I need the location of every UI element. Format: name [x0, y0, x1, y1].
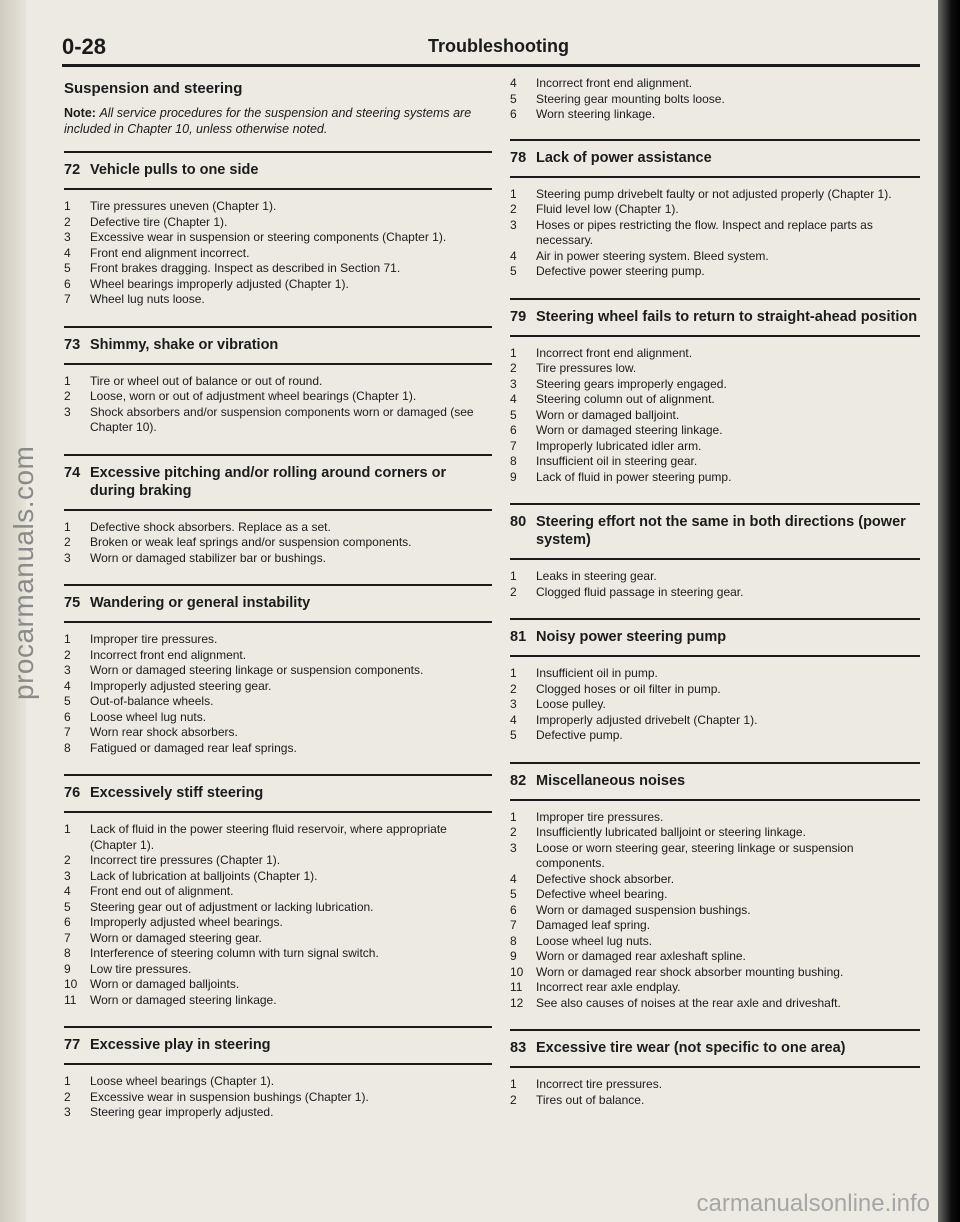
list-item — [64, 1105, 492, 1121]
continued-items — [510, 76, 920, 123]
item-number: 1 — [510, 345, 517, 360]
section-title: Steering wheel fails to return to straight-ahead position — [536, 308, 918, 325]
item-text: Leaks in steering gear. — [536, 569, 657, 583]
item-number: 7 — [64, 930, 71, 945]
item-text: Lack of lubrication at balljoints (Chapter 1). — [90, 868, 318, 883]
list-item — [64, 962, 492, 978]
item-text: Incorrect rear axle endplay. — [536, 980, 681, 994]
item-text: Tire or wheel out of balance or out of round. — [90, 373, 323, 388]
list-item — [64, 389, 492, 405]
list-item — [510, 825, 920, 841]
item-text: Incorrect front end alignment. — [536, 345, 693, 360]
item-text: Improperly adjusted drivebelt (Chapter 1). — [536, 712, 758, 727]
intro-note — [64, 105, 492, 137]
list-item — [64, 277, 492, 293]
item-text: See also causes of noises at the rear axle and driveshaft. — [536, 995, 841, 1010]
list-item — [510, 1077, 920, 1093]
list-item — [64, 884, 492, 900]
page-title: Troubleshooting — [428, 36, 569, 56]
section-73 — [64, 326, 492, 436]
list-item — [510, 377, 920, 393]
item-list — [64, 199, 492, 308]
item-text: Worn or damaged rear axleshaft spline. — [536, 949, 746, 963]
list-item — [510, 918, 920, 934]
list-item — [510, 666, 920, 682]
item-text: Insufficiently lubricated balljoint or steering linkage. — [536, 825, 806, 839]
list-item — [510, 965, 920, 981]
section-title: Excessive pitching and/or rolling around corners or during braking — [90, 464, 447, 499]
item-number: 4 — [64, 884, 71, 898]
item-number: 10 — [510, 964, 524, 979]
section-title: Excessive tire wear (not specific to one area) — [536, 1040, 846, 1056]
item-text: Excessive wear in suspension bushings (Chapter 1). — [90, 1089, 369, 1104]
item-text: Steering pump drivebelt faulty or not adjusted properly (Chapter 1). — [536, 186, 892, 201]
item-text: Front brakes dragging. Inspect as described in Section 71. — [90, 261, 401, 275]
item-text: Worn steering linkage. — [536, 107, 656, 121]
item-list — [64, 374, 492, 436]
item-text: Defective shock absorbers. Replace as a set. — [90, 519, 331, 534]
section-78 — [510, 139, 920, 280]
item-text: Wheel bearings improperly adjusted (Chapter 1). — [90, 276, 349, 291]
item-text: Improperly lubricated idler arm. — [536, 438, 702, 453]
item-number: 1 — [510, 569, 517, 583]
item-text: Lack of fluid in power steering pump. — [536, 469, 732, 484]
section-80 — [510, 503, 920, 600]
item-text: Steering gear out of adjustment or lacking lubrication. — [90, 899, 374, 914]
chapter-heading: Suspension and steering — [64, 80, 243, 97]
list-item — [64, 292, 492, 308]
item-number: 5 — [64, 899, 71, 914]
item-text: Lack of fluid in the power steering fluid reservoir, where appropriate (Chapter 1). — [90, 822, 447, 852]
list-item — [510, 887, 920, 903]
list-item — [510, 470, 920, 486]
list-item — [64, 663, 492, 679]
list-item — [64, 915, 492, 931]
list-item — [510, 728, 920, 744]
item-text: Tire pressures low. — [536, 361, 637, 375]
section-number: 82 — [510, 772, 527, 789]
section-heading — [64, 584, 492, 623]
item-list — [64, 632, 492, 756]
list-item — [64, 679, 492, 695]
list-item — [510, 682, 920, 698]
item-text: Defective tire (Chapter 1). — [90, 214, 228, 229]
item-number: 5 — [510, 264, 517, 278]
left-column — [64, 76, 492, 1139]
list-item — [64, 853, 492, 869]
item-number: 2 — [64, 1089, 71, 1104]
item-number: 9 — [510, 469, 517, 484]
item-number: 3 — [510, 697, 517, 711]
list-item — [510, 76, 920, 92]
item-text: Worn or damaged steering linkage. — [536, 423, 723, 437]
item-number: 12 — [510, 995, 524, 1010]
section-heading — [64, 1026, 492, 1065]
section-number: 80 — [510, 514, 527, 530]
item-number: 4 — [510, 712, 517, 727]
item-text: Incorrect tire pressures. — [536, 1077, 663, 1091]
item-number: 9 — [510, 949, 517, 963]
list-item — [64, 741, 492, 757]
item-number: 8 — [64, 946, 71, 960]
item-number: 6 — [510, 107, 517, 121]
list-item — [64, 869, 492, 885]
item-text: Defective power steering pump. — [536, 264, 705, 278]
list-item — [510, 980, 920, 996]
item-number: 11 — [64, 992, 77, 1007]
list-item — [510, 423, 920, 439]
section-heading — [64, 454, 492, 511]
list-item — [64, 725, 492, 741]
list-item — [64, 535, 492, 551]
section-79 — [510, 298, 920, 486]
section-83 — [510, 1029, 920, 1108]
item-number: 5 — [510, 728, 517, 742]
item-text: Loose wheel bearings (Chapter 1). — [90, 1074, 275, 1088]
section-number: 78 — [510, 149, 527, 166]
item-number: 3 — [510, 376, 517, 391]
item-number: 7 — [64, 292, 71, 306]
item-list — [510, 569, 920, 600]
item-text: Steering gears improperly engaged. — [536, 376, 727, 391]
list-item — [510, 202, 920, 218]
list-item — [510, 934, 920, 950]
item-number: 2 — [510, 681, 517, 696]
item-list — [510, 187, 920, 280]
section-number: 81 — [510, 629, 527, 645]
side-watermark: procarmanuals.com — [8, 445, 39, 700]
list-item — [510, 569, 920, 585]
list-item — [510, 454, 920, 470]
item-text: Worn or damaged balljoint. — [536, 407, 680, 422]
item-number: 8 — [64, 740, 71, 755]
header-rule — [62, 64, 920, 67]
right-section-list — [510, 139, 920, 1109]
item-number: 2 — [64, 647, 71, 662]
item-number: 1 — [64, 199, 71, 213]
item-text: Worn or damaged rear shock absorber mounting bushing. — [536, 964, 844, 979]
section-title: Shimmy, shake or vibration — [90, 336, 279, 353]
item-number: 7 — [64, 725, 71, 739]
section-heading — [510, 139, 920, 178]
item-number: 3 — [64, 550, 71, 565]
item-text: Worn or damaged steering linkage or suspension components. — [90, 663, 424, 677]
item-text: Worn or damaged steering linkage. — [90, 992, 277, 1007]
list-item — [64, 710, 492, 726]
item-number: 2 — [510, 202, 517, 216]
list-item — [64, 261, 492, 277]
section-title: Excessive play in steering — [90, 1037, 271, 1053]
list-item — [64, 900, 492, 916]
item-text: Air in power steering system. Bleed system. — [536, 248, 769, 263]
section-number: 74 — [64, 464, 81, 481]
section-heading — [64, 774, 492, 813]
item-number: 6 — [64, 276, 71, 291]
list-item — [64, 931, 492, 947]
item-number: 4 — [510, 248, 517, 263]
list-item — [64, 648, 492, 664]
section-number: 72 — [64, 162, 81, 178]
list-item — [510, 697, 920, 713]
section-heading — [64, 151, 492, 190]
item-number: 1 — [64, 1074, 71, 1088]
item-text: Out-of-balance wheels. — [90, 694, 214, 708]
section-title: Miscellaneous noises — [536, 772, 686, 789]
item-number: 6 — [510, 423, 517, 437]
list-item — [510, 439, 920, 455]
item-text: Fluid level low (Chapter 1). — [536, 202, 679, 216]
item-text: Fatigued or damaged rear leaf springs. — [90, 740, 297, 755]
section-heading — [64, 326, 492, 365]
item-number: 2 — [64, 389, 71, 403]
item-text: Clogged hoses or oil filter in pump. — [536, 681, 721, 696]
item-number: 4 — [64, 245, 71, 260]
list-item — [64, 551, 492, 567]
left-section-list — [64, 151, 492, 1121]
list-item — [510, 187, 920, 203]
item-number: 8 — [510, 454, 517, 468]
item-number: 1 — [64, 822, 71, 836]
section-72 — [64, 151, 492, 308]
list-item — [510, 841, 920, 872]
item-number: 2 — [64, 535, 71, 549]
item-number: 6 — [510, 902, 517, 917]
item-text: Shock absorbers and/or suspension components worn or damaged (see Chapter 10). — [90, 404, 474, 434]
section-title: Noisy power steering pump — [536, 629, 727, 645]
section-heading — [510, 762, 920, 801]
item-number: 5 — [510, 91, 517, 106]
item-text: Excessive wear in suspension or steering components (Chapter 1). — [90, 230, 447, 244]
item-text: Loose wheel lug nuts. — [536, 933, 653, 948]
item-number: 1 — [64, 373, 71, 388]
item-text: Loose wheel lug nuts. — [90, 709, 207, 724]
item-text: Hoses or pipes restricting the flow. Inspect and replace parts as necessary. — [536, 217, 873, 247]
list-item — [64, 977, 492, 993]
item-text: Broken or weak leaf springs and/or suspension components. — [90, 535, 412, 549]
section-heading — [510, 1029, 920, 1068]
section-number: 73 — [64, 336, 81, 353]
item-number: 1 — [510, 809, 517, 824]
section-title: Wandering or general instability — [90, 595, 311, 611]
item-text: Worn or damaged stabilizer bar or bushings. — [90, 550, 326, 565]
item-number: 4 — [64, 678, 71, 693]
item-text: Improper tire pressures. — [90, 632, 218, 646]
item-number: 2 — [510, 361, 517, 375]
item-text: Damaged leaf spring. — [536, 918, 651, 932]
section-number: 75 — [64, 595, 81, 611]
item-text: Front end out of alignment. — [90, 884, 234, 898]
item-list — [510, 346, 920, 486]
item-number: 5 — [510, 407, 517, 422]
item-number: 1 — [64, 519, 71, 534]
item-text: Wheel lug nuts loose. — [90, 292, 205, 306]
item-number: 4 — [510, 76, 517, 90]
list-item — [64, 946, 492, 962]
item-number: 2 — [64, 214, 71, 229]
list-item — [510, 713, 920, 729]
list-item — [510, 903, 920, 919]
section-title: Lack of power assistance — [536, 149, 712, 166]
item-number: 1 — [510, 1077, 517, 1091]
list-item — [510, 107, 920, 123]
item-text: Steering gear improperly adjusted. — [90, 1105, 274, 1119]
item-text: Defective pump. — [536, 728, 623, 742]
list-item — [510, 872, 920, 888]
section-heading — [510, 298, 920, 337]
list-item — [64, 1090, 492, 1106]
item-text: Interference of steering column with turn signal switch. — [90, 946, 379, 960]
list-item — [510, 249, 920, 265]
item-number: 6 — [64, 915, 71, 929]
item-number: 11 — [510, 980, 523, 994]
item-number: 3 — [510, 217, 517, 232]
page-header — [62, 34, 920, 64]
item-list — [510, 666, 920, 744]
item-number: 10 — [64, 977, 78, 991]
item-text: Worn rear shock absorbers. — [90, 725, 238, 739]
section-74 — [64, 454, 492, 567]
item-number: 9 — [64, 961, 71, 976]
item-text: Tires out of balance. — [536, 1092, 645, 1107]
item-text: Worn or damaged steering gear. — [90, 930, 262, 945]
list-item — [510, 264, 920, 280]
section-heading — [510, 503, 920, 560]
item-text: Tire pressures uneven (Chapter 1). — [90, 199, 277, 213]
list-item — [64, 215, 492, 231]
item-number: 5 — [64, 261, 71, 275]
item-list — [64, 822, 492, 1008]
list-item — [64, 993, 492, 1009]
list-item — [64, 520, 492, 536]
item-list — [510, 1077, 920, 1108]
list-item — [510, 408, 920, 424]
list-item — [510, 346, 920, 362]
section-number: 83 — [510, 1040, 527, 1056]
item-number: 8 — [510, 933, 517, 948]
item-text: Incorrect front end alignment. — [536, 76, 693, 90]
list-item — [64, 405, 492, 436]
list-item — [64, 694, 492, 710]
section-82 — [510, 762, 920, 1012]
item-number: 3 — [510, 840, 517, 855]
item-number: 2 — [510, 825, 517, 839]
item-text: Defective wheel bearing. — [536, 887, 668, 901]
item-list — [510, 810, 920, 1012]
list-item — [510, 996, 920, 1012]
item-number: 6 — [64, 709, 71, 724]
list-item — [510, 585, 920, 601]
list-item — [510, 810, 920, 826]
list-item — [64, 246, 492, 262]
item-text: Steering column out of alignment. — [536, 392, 715, 406]
item-number: 3 — [64, 663, 71, 677]
section-heading — [510, 618, 920, 657]
section-number: 79 — [510, 308, 527, 325]
item-text: Incorrect front end alignment. — [90, 647, 247, 662]
item-number: 5 — [64, 694, 71, 708]
item-text: Loose or worn steering gear, steering linkage or suspension components. — [536, 840, 854, 870]
item-number: 3 — [64, 868, 71, 883]
item-number: 1 — [510, 186, 517, 201]
item-text: Insufficient oil in pump. — [536, 666, 658, 680]
item-number: 3 — [64, 230, 71, 244]
item-number: 2 — [510, 584, 517, 599]
section-title: Steering effort not the same in both directions (power system) — [536, 514, 906, 548]
note-text: All service procedures for the suspension and steering systems are included in Chapter 10, unless otherwise noted. — [64, 106, 472, 136]
item-text: Improper tire pressures. — [536, 809, 664, 824]
item-text: Improperly adjusted steering gear. — [90, 678, 272, 693]
item-number: 1 — [510, 666, 517, 680]
list-item — [510, 392, 920, 408]
item-number: 7 — [510, 438, 517, 453]
section-75 — [64, 584, 492, 756]
item-text: Steering gear mounting bolts loose. — [536, 91, 725, 106]
list-item — [510, 1093, 920, 1109]
item-number: 3 — [64, 1105, 71, 1119]
section-title: Excessively stiff steering — [90, 785, 264, 801]
item-number: 2 — [64, 853, 71, 867]
list-item — [510, 949, 920, 965]
item-number: 3 — [64, 404, 71, 419]
item-text: Worn or damaged suspension bushings. — [536, 902, 751, 917]
item-number: 4 — [510, 392, 517, 406]
item-text: Front end alignment incorrect. — [90, 245, 250, 260]
note-label: Note: — [64, 106, 96, 120]
section-76 — [64, 774, 492, 1008]
item-list — [64, 1074, 492, 1121]
list-item — [510, 218, 920, 249]
right-column — [510, 76, 920, 1126]
item-text: Loose, worn or out of adjustment wheel bearings (Chapter 1). — [90, 389, 417, 403]
section-81 — [510, 618, 920, 744]
item-number: 5 — [510, 887, 517, 901]
item-text: Improperly adjusted wheel bearings. — [90, 915, 283, 929]
item-number: 7 — [510, 918, 517, 932]
item-text: Insufficient oil in steering gear. — [536, 454, 698, 468]
list-item — [510, 92, 920, 108]
list-item — [510, 361, 920, 377]
item-text: Clogged fluid passage in steering gear. — [536, 584, 744, 599]
item-text: Loose pulley. — [536, 697, 606, 711]
bottom-watermark: carmanualsonline.info — [696, 1190, 930, 1217]
item-text: Incorrect tire pressures (Chapter 1). — [90, 853, 281, 867]
section-77 — [64, 1026, 492, 1121]
section-number: 76 — [64, 785, 81, 801]
section-title: Vehicle pulls to one side — [90, 162, 259, 178]
list-item — [64, 230, 492, 246]
item-text: Defective shock absorber. — [536, 871, 675, 886]
item-text: Worn or damaged balljoints. — [90, 977, 240, 991]
list-item — [64, 632, 492, 648]
page-number: 0-28 — [62, 34, 107, 59]
list-item — [64, 1074, 492, 1090]
item-number: 1 — [64, 632, 71, 646]
page-edge-shadow — [938, 0, 960, 1222]
item-list — [64, 520, 492, 567]
list-item — [64, 199, 492, 215]
item-number: 2 — [510, 1092, 517, 1107]
section-number: 77 — [64, 1037, 81, 1053]
item-text: Low tire pressures. — [90, 961, 192, 976]
list-item — [64, 374, 492, 390]
item-number: 4 — [510, 871, 517, 886]
list-item — [64, 822, 492, 853]
